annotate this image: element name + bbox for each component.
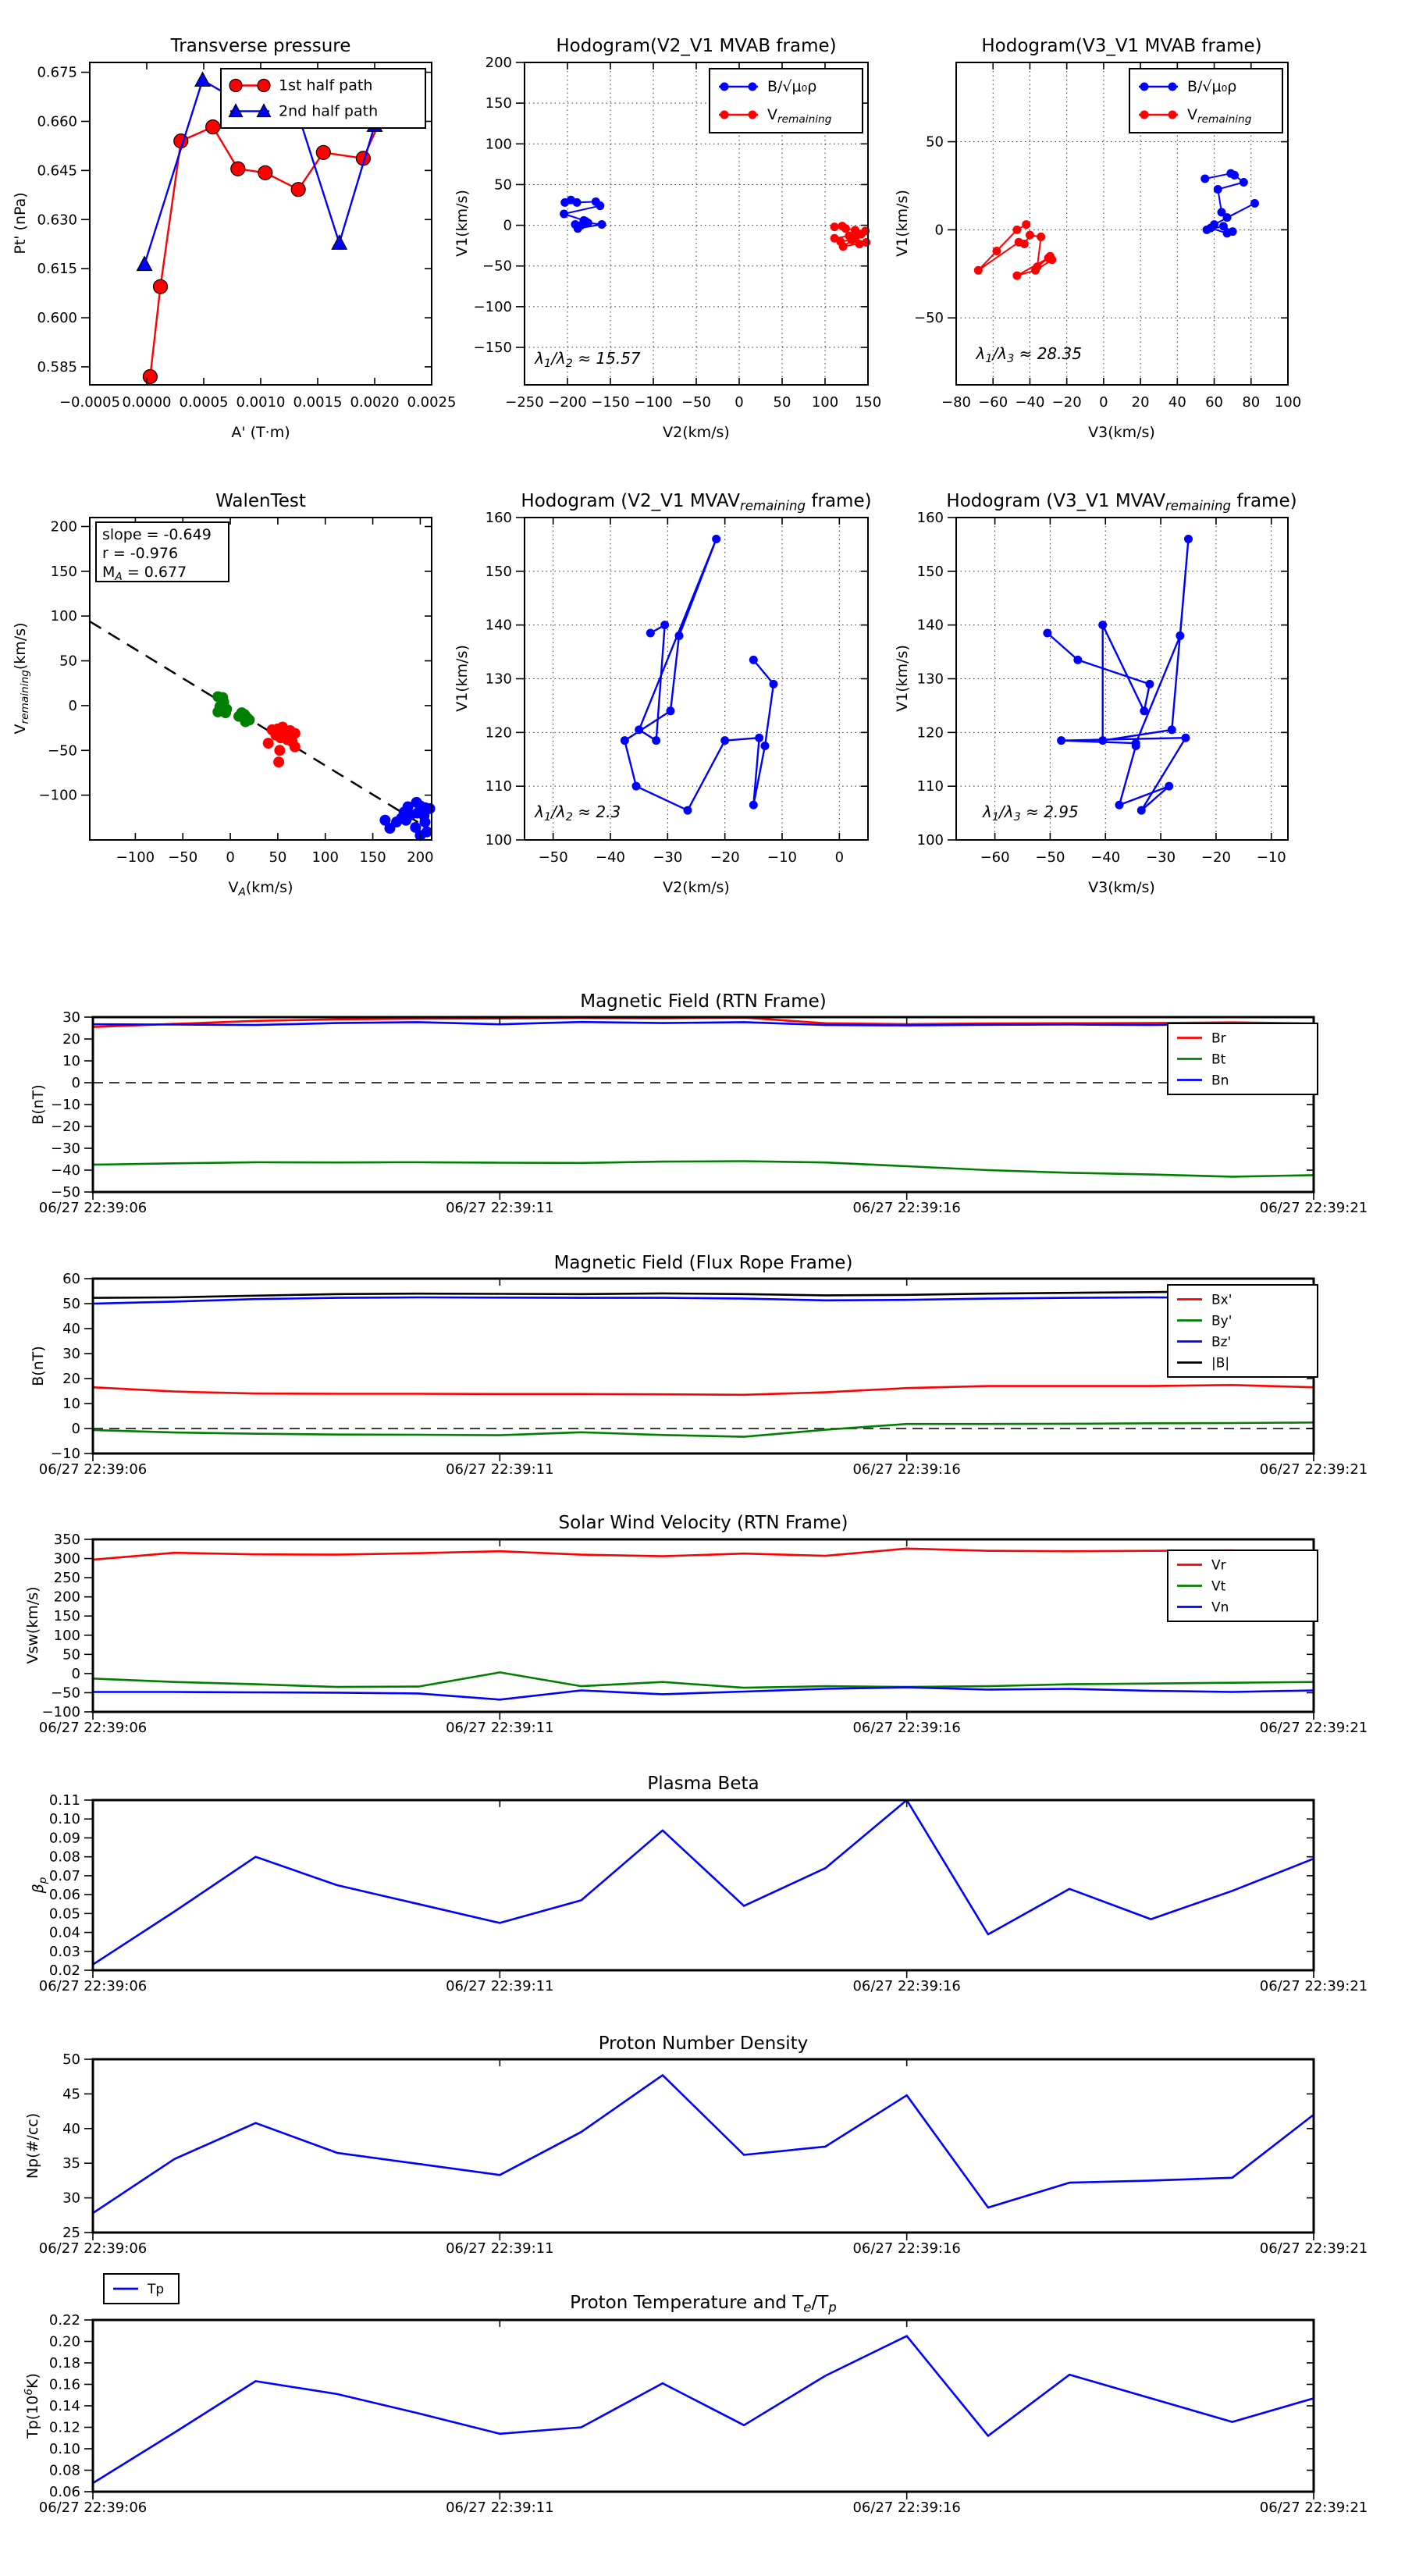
y-tick-label: 100 bbox=[916, 832, 944, 849]
panel-plasma_beta bbox=[0, 1749, 1405, 2006]
y-tick-label: 200 bbox=[485, 55, 512, 71]
x-tick-label: 150 bbox=[854, 394, 882, 411]
y-axis-label: Pt' (nPa) bbox=[12, 192, 29, 254]
y-tick-label: 0.07 bbox=[48, 1867, 80, 1884]
y-tick-label: −150 bbox=[473, 340, 512, 357]
y-tick-label: −50 bbox=[482, 258, 512, 275]
y-tick-label: 0.08 bbox=[48, 1848, 80, 1866]
y-tick-label: 0.675 bbox=[37, 64, 77, 81]
y-tick-label: 100 bbox=[485, 832, 512, 849]
chart-title: Hodogram(V3_V1 MVAB frame) bbox=[981, 36, 1262, 56]
annotation: $\lambda_1/\lambda_3 \approx 2.95$ bbox=[983, 802, 1079, 824]
y-tick-label: 350 bbox=[53, 1532, 80, 1548]
chart-title: Magnetic Field (RTN Frame) bbox=[580, 991, 827, 1012]
y-tick-label: −100 bbox=[473, 298, 512, 315]
y-tick-label: 45 bbox=[62, 2086, 80, 2103]
x-tick-label: −80 bbox=[941, 394, 971, 411]
y-tick-label: 50 bbox=[62, 1296, 80, 1312]
y-tick-label: 0.11 bbox=[48, 1792, 80, 1809]
x-axis-label: V2(km/s) bbox=[663, 424, 730, 441]
x-axis-label: $V_A(km/s)$ bbox=[228, 879, 293, 898]
x-tick-label: 06/27 22:39:21 bbox=[1259, 1720, 1368, 1736]
x-axis-label: V2(km/s) bbox=[663, 879, 730, 896]
y-tick-label: 0.16 bbox=[48, 2376, 80, 2393]
y-tick-label: 0.08 bbox=[48, 2462, 80, 2479]
stats-line: slope = -0.649 bbox=[102, 526, 212, 543]
x-tick-label: 06/27 22:39:21 bbox=[1259, 1461, 1368, 1478]
panel-hodogram_v3v1_mvab bbox=[874, 0, 1405, 468]
y-tick-label: 110 bbox=[916, 778, 944, 795]
x-tick-label: 150 bbox=[359, 849, 386, 866]
hodogram_v3v1_mvab-plot bbox=[874, 0, 1405, 468]
y-axis-label: Np(#/cc) bbox=[24, 2112, 41, 2179]
y-tick-label: 0.22 bbox=[48, 2312, 80, 2329]
y-tick-label: 200 bbox=[53, 1589, 80, 1606]
y-tick-label: 100 bbox=[50, 608, 77, 625]
y-tick-label: 250 bbox=[53, 1570, 80, 1587]
x-tick-label: −30 bbox=[1146, 849, 1176, 866]
x-tick-label: 0.0025 bbox=[407, 394, 457, 411]
chart-title: Hodogram (V3_V1 $MVAV_{remaining}$ frame) bbox=[946, 491, 1297, 514]
x-tick-label: −20 bbox=[710, 849, 740, 866]
x-tick-label: 06/27 22:39:06 bbox=[38, 1200, 148, 1216]
x-tick-label: −60 bbox=[978, 394, 1008, 411]
legend-label: 1st half path bbox=[279, 76, 373, 94]
y-tick-label: 0 bbox=[68, 697, 77, 714]
y-tick-label: −50 bbox=[51, 1685, 80, 1702]
panel-mag_rtn bbox=[0, 968, 1405, 1226]
y-tick-label: 0 bbox=[71, 1665, 80, 1682]
y-tick-label: 130 bbox=[916, 671, 944, 688]
y-tick-label: 30 bbox=[62, 1009, 80, 1026]
x-tick-label: 0.0010 bbox=[236, 394, 286, 411]
chart-title: Plasma Beta bbox=[647, 1774, 759, 1794]
y-tick-label: 20 bbox=[62, 1371, 80, 1387]
legend-label: Bt bbox=[1211, 1051, 1226, 1068]
y-tick-label: 0.09 bbox=[48, 1830, 80, 1847]
annotation: $\lambda_1/\lambda_3 \approx 28.35$ bbox=[976, 343, 1082, 365]
x-tick-label: 0.0015 bbox=[293, 394, 343, 411]
y-tick-label: 150 bbox=[916, 563, 944, 580]
legend-label: Vt bbox=[1211, 1578, 1226, 1595]
x-axis-label: A' (T·m) bbox=[231, 424, 290, 441]
legend-label: Bn bbox=[1211, 1073, 1229, 1089]
y-tick-label: −100 bbox=[41, 1704, 80, 1720]
x-tick-label: 80 bbox=[1242, 394, 1261, 411]
y-tick-label: −30 bbox=[51, 1140, 80, 1157]
y-tick-label: −50 bbox=[914, 310, 944, 327]
walen_test-plot bbox=[0, 468, 484, 937]
x-tick-label: 06/27 22:39:06 bbox=[38, 2500, 148, 2516]
x-tick-label: 0.0005 bbox=[179, 394, 229, 411]
y-tick-label: 0.585 bbox=[37, 358, 77, 375]
legend-label: B/√μ₀ρ bbox=[1187, 78, 1237, 95]
x-tick-label: 06/27 22:39:11 bbox=[446, 1461, 554, 1478]
legend-label: $V_{remaining}$ bbox=[767, 106, 832, 126]
y-tick-label: 0.05 bbox=[48, 1905, 80, 1923]
legend-label: Vn bbox=[1211, 1599, 1229, 1616]
x-tick-label: 06/27 22:39:21 bbox=[1259, 2500, 1368, 2516]
chart-title: Transverse pressure bbox=[170, 36, 351, 56]
y-tick-label: 0.03 bbox=[48, 1943, 80, 1960]
y-tick-label: 0.10 bbox=[48, 1811, 80, 1828]
x-tick-label: 20 bbox=[1131, 394, 1150, 411]
x-tick-label: 06/27 22:39:16 bbox=[852, 1720, 961, 1736]
annotation: $\lambda_1/\lambda_2 \approx 2.3$ bbox=[535, 802, 621, 824]
legend-label: Bz' bbox=[1211, 1334, 1232, 1350]
y-tick-label: 35 bbox=[62, 2155, 80, 2172]
x-tick-label: −150 bbox=[591, 394, 630, 411]
y-tick-label: 50 bbox=[59, 653, 77, 670]
x-tick-label: 06/27 22:39:06 bbox=[38, 2240, 148, 2257]
x-tick-label: −40 bbox=[596, 849, 625, 866]
chart-title: Hodogram(V2_V1 MVAB frame) bbox=[556, 36, 837, 56]
y-axis-label: V1(km/s) bbox=[894, 190, 911, 257]
y-axis-label: $\beta_p$ bbox=[30, 1877, 49, 1894]
x-tick-label: 06/27 22:39:16 bbox=[852, 2240, 961, 2257]
y-tick-label: 0.615 bbox=[37, 261, 77, 278]
y-axis-label: V1(km/s) bbox=[894, 645, 911, 712]
x-tick-label: −250 bbox=[505, 394, 544, 411]
y-tick-label: 0.12 bbox=[48, 2419, 80, 2436]
y-tick-label: 160 bbox=[916, 510, 944, 526]
y-tick-label: 200 bbox=[50, 518, 77, 535]
x-tick-label: 100 bbox=[311, 849, 339, 866]
y-tick-label: 10 bbox=[62, 1053, 80, 1069]
chart-title: Solar Wind Velocity (RTN Frame) bbox=[558, 1513, 848, 1533]
x-tick-label: 0.0020 bbox=[350, 394, 400, 411]
proton_density-plot bbox=[0, 2006, 1405, 2268]
mag_rtn-plot bbox=[0, 968, 1405, 1226]
panel-mag_fluxrope bbox=[0, 1226, 1405, 1487]
chart-title: Magnetic Field (Flux Rope Frame) bbox=[553, 1253, 853, 1273]
x-tick-label: 06/27 22:39:11 bbox=[446, 1720, 554, 1736]
y-axis-label: $Tp(10^6K)$ bbox=[23, 2373, 41, 2439]
y-tick-label: 130 bbox=[485, 671, 512, 688]
y-tick-label: 0.630 bbox=[37, 212, 77, 229]
x-tick-label: −40 bbox=[1090, 849, 1121, 866]
x-tick-label: 06/27 22:39:06 bbox=[38, 1720, 148, 1736]
x-tick-label: −50 bbox=[538, 849, 568, 866]
x-axis-label: V3(km/s) bbox=[1088, 879, 1155, 896]
x-tick-label: 40 bbox=[1168, 394, 1186, 411]
stats-line: $M_A = 0.677$ bbox=[102, 564, 187, 583]
y-tick-label: −50 bbox=[48, 742, 77, 760]
panel-hodogram_v2v1_mvab bbox=[437, 0, 890, 468]
x-tick-label: −50 bbox=[681, 394, 711, 411]
legend-label: B/√μ₀ρ bbox=[767, 78, 817, 95]
y-tick-label: 50 bbox=[926, 133, 944, 151]
chart-title: WalenTest bbox=[215, 491, 306, 511]
y-tick-label: 40 bbox=[62, 2120, 80, 2137]
y-tick-label: 300 bbox=[53, 1550, 80, 1567]
y-tick-label: 50 bbox=[62, 2051, 80, 2068]
x-tick-label: 06/27 22:39:21 bbox=[1259, 1978, 1368, 1994]
x-tick-label: −0.0005 bbox=[59, 394, 121, 411]
x-tick-label: 06/27 22:39:11 bbox=[446, 2240, 554, 2257]
y-tick-label: 150 bbox=[53, 1608, 80, 1625]
x-tick-label: 50 bbox=[269, 849, 287, 866]
hodogram_v2v1_mvav-plot bbox=[437, 468, 890, 937]
x-tick-label: −100 bbox=[116, 849, 155, 866]
y-tick-label: 120 bbox=[916, 724, 944, 742]
y-axis-label: Vsw(km/s) bbox=[24, 1586, 41, 1664]
y-tick-label: 100 bbox=[485, 136, 512, 153]
y-tick-label: 0.06 bbox=[48, 2484, 80, 2500]
x-tick-label: −30 bbox=[653, 849, 683, 866]
x-tick-label: 0 bbox=[1099, 394, 1108, 411]
annotation: $\lambda_1/\lambda_2 \approx 15.57$ bbox=[535, 349, 641, 371]
x-tick-label: 06/27 22:39:06 bbox=[38, 1978, 148, 1994]
x-tick-label: 06/27 22:39:21 bbox=[1259, 1200, 1368, 1216]
x-tick-label: −20 bbox=[1200, 849, 1231, 866]
stats-line: r = -0.976 bbox=[102, 545, 179, 562]
x-tick-label: 60 bbox=[1205, 394, 1224, 411]
x-tick-label: 0 bbox=[226, 849, 235, 866]
x-tick-label: −200 bbox=[548, 394, 587, 411]
y-axis-label: $V_{remaining}(km/s)$ bbox=[12, 622, 31, 735]
y-tick-label: 160 bbox=[485, 510, 512, 526]
x-axis-label: V3(km/s) bbox=[1088, 424, 1155, 441]
y-tick-label: 150 bbox=[485, 563, 512, 580]
y-tick-label: 0.06 bbox=[48, 1887, 80, 1904]
x-tick-label: 06/27 22:39:06 bbox=[38, 1461, 148, 1478]
x-tick-label: 06/27 22:39:21 bbox=[1259, 2240, 1368, 2257]
transverse_pressure-plot bbox=[0, 0, 484, 468]
panel-proton_density bbox=[0, 2006, 1405, 2268]
x-tick-label: −60 bbox=[980, 849, 1010, 866]
legend-label: |B| bbox=[1211, 1355, 1230, 1372]
x-tick-label: 06/27 22:39:16 bbox=[852, 1461, 961, 1478]
y-tick-label: 10 bbox=[62, 1396, 80, 1412]
y-tick-label: 50 bbox=[62, 1646, 80, 1663]
y-axis-label: B(nT) bbox=[30, 1084, 47, 1125]
y-tick-label: 0.10 bbox=[48, 2441, 80, 2457]
y-tick-label: 120 bbox=[485, 724, 512, 742]
legend-label: 2nd half path bbox=[279, 102, 379, 120]
x-tick-label: 06/27 22:39:16 bbox=[852, 2500, 961, 2516]
y-tick-label: 0 bbox=[934, 222, 944, 239]
legend-label: Tp bbox=[148, 2282, 165, 2297]
legend-label: Br bbox=[1211, 1030, 1226, 1047]
x-tick-label: −100 bbox=[634, 394, 673, 411]
x-tick-label: 100 bbox=[811, 394, 839, 411]
x-tick-label: −10 bbox=[767, 849, 797, 866]
y-tick-label: 140 bbox=[916, 617, 944, 634]
hodogram_v2v1_mvab-plot bbox=[437, 0, 890, 468]
y-tick-label: 0.02 bbox=[48, 1962, 80, 1979]
y-tick-label: 0.18 bbox=[48, 2355, 80, 2371]
legend-label: By' bbox=[1211, 1313, 1232, 1329]
hodogram_v3v1_mvav-plot bbox=[874, 468, 1405, 937]
y-tick-label: −20 bbox=[51, 1119, 80, 1135]
x-tick-label: 06/27 22:39:11 bbox=[446, 1200, 554, 1216]
panel-walen_test bbox=[0, 468, 484, 937]
y-tick-label: 25 bbox=[62, 2225, 80, 2241]
legend-label: Bx' bbox=[1211, 1292, 1232, 1308]
y-tick-label: 30 bbox=[62, 2190, 80, 2207]
y-axis-label: B(nT) bbox=[30, 1346, 47, 1386]
chart-title: Hodogram (V2_V1 $MVAV_{remaining}$ frame) bbox=[521, 491, 872, 514]
y-tick-label: 30 bbox=[62, 1346, 80, 1362]
x-tick-label: 06/27 22:39:11 bbox=[446, 1978, 554, 1994]
y-tick-label: 40 bbox=[62, 1321, 80, 1337]
mag_fluxrope-plot bbox=[0, 1226, 1405, 1487]
y-tick-label: 0 bbox=[71, 1075, 80, 1091]
y-tick-label: 20 bbox=[62, 1031, 80, 1048]
y-tick-label: 140 bbox=[485, 617, 512, 634]
x-tick-label: −50 bbox=[1035, 849, 1065, 866]
y-tick-label: 150 bbox=[50, 563, 77, 580]
y-tick-label: 100 bbox=[53, 1627, 80, 1644]
legend-label: Vr bbox=[1211, 1557, 1226, 1574]
y-tick-label: 150 bbox=[485, 95, 512, 112]
y-tick-label: −100 bbox=[38, 787, 77, 804]
x-tick-label: 0.0000 bbox=[122, 394, 172, 411]
x-tick-label: 50 bbox=[773, 394, 791, 411]
solar_wind_velocity-plot bbox=[0, 1487, 1405, 1749]
y-tick-label: −10 bbox=[51, 1097, 80, 1113]
y-tick-label: 60 bbox=[62, 1271, 80, 1287]
y-axis-label: V1(km/s) bbox=[454, 645, 471, 712]
panel-proton_temperature bbox=[0, 2268, 1405, 2576]
x-tick-label: −10 bbox=[1256, 849, 1286, 866]
x-tick-label: 06/27 22:39:16 bbox=[852, 1200, 961, 1216]
y-tick-label: 0 bbox=[71, 1421, 80, 1437]
y-tick-label: 0 bbox=[503, 217, 512, 234]
y-tick-label: −10 bbox=[51, 1446, 80, 1462]
x-tick-label: 0 bbox=[834, 849, 845, 866]
y-axis-label: V1(km/s) bbox=[454, 190, 471, 257]
y-tick-label: 110 bbox=[485, 778, 512, 795]
x-tick-label: 100 bbox=[1274, 394, 1302, 411]
y-tick-label: 0.645 bbox=[37, 162, 77, 180]
y-tick-label: 0.660 bbox=[37, 113, 77, 130]
x-tick-label: 06/27 22:39:16 bbox=[852, 1978, 961, 1994]
plasma_beta-plot bbox=[0, 1749, 1405, 2006]
y-tick-label: 50 bbox=[494, 176, 512, 194]
y-tick-label: −40 bbox=[51, 1162, 80, 1179]
proton_temperature-plot bbox=[0, 2268, 1405, 2576]
y-tick-label: 0.14 bbox=[48, 2398, 80, 2414]
x-tick-label: 200 bbox=[407, 849, 434, 866]
x-tick-label: 06/27 22:39:11 bbox=[446, 2500, 554, 2516]
y-tick-label: −50 bbox=[51, 1184, 80, 1201]
legend-label: $V_{remaining}$ bbox=[1187, 106, 1252, 126]
x-tick-label: −20 bbox=[1051, 394, 1082, 411]
x-tick-label: −50 bbox=[168, 849, 198, 866]
panel-solar_wind_velocity bbox=[0, 1487, 1405, 1749]
y-tick-label: 0.20 bbox=[48, 2333, 80, 2350]
panel-hodogram_v3v1_mvav bbox=[874, 468, 1405, 937]
chart-title: Proton Temperature and $T_e/T_p$ bbox=[570, 2293, 837, 2315]
x-tick-label: 0 bbox=[735, 394, 744, 411]
x-tick-label: −40 bbox=[1015, 394, 1045, 411]
panel-hodogram_v2v1_mvav bbox=[437, 468, 890, 937]
y-tick-label: 0.04 bbox=[48, 1924, 80, 1941]
y-tick-label: 0.600 bbox=[37, 310, 77, 327]
panel-transverse_pressure bbox=[0, 0, 484, 468]
chart-title: Proton Number Density bbox=[598, 2033, 809, 2054]
